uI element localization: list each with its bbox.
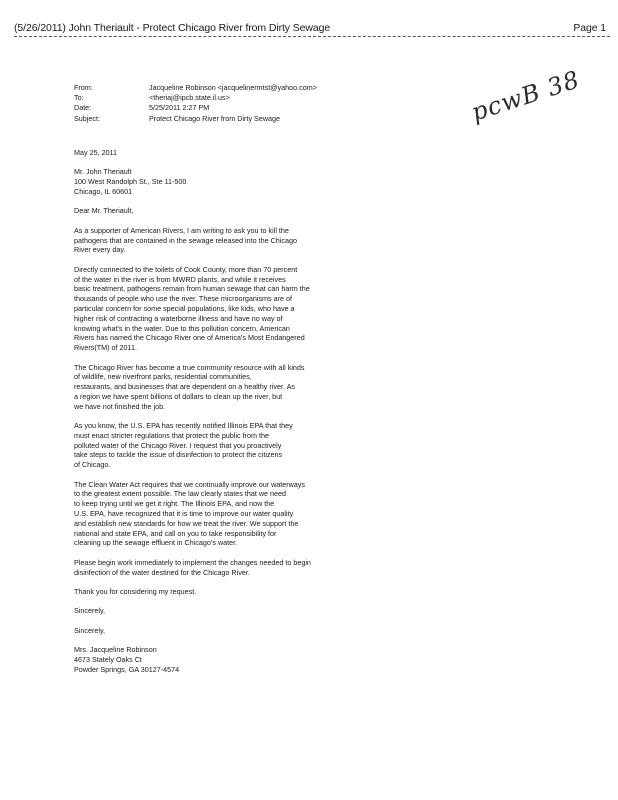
salutation: Dear Mr. Theriault, — [74, 206, 134, 216]
date-label: Date: — [74, 103, 92, 113]
header-title: (5/26/2011) John Theriault - Protect Chicago River from Dirty Sewage — [14, 22, 331, 34]
paragraph-7: Thank you for considering my request. — [74, 587, 197, 597]
page-number: Page 1 — [573, 22, 606, 34]
paragraph-3: The Chicago River has become a true community resource with all kinds of wildlife, new riverfront parks, residential communities, restaurants, and businesses that are dependent on a healthy river. As a region we have spent billions of dollars to clean up the river, but we have not finished the job. — [74, 362, 305, 411]
header-rule — [14, 36, 610, 37]
letter-body — [74, 148, 346, 684]
closing-2: Sincerely, — [74, 625, 106, 635]
from-row — [74, 83, 359, 93]
closing-1: Sincerely, — [74, 606, 106, 616]
date-row — [74, 103, 359, 113]
paragraph-4: As you know, the U.S. EPA has recently notified Illinois EPA that they must enact stricter regulations that protect the public from the polluted water of the Chicago River. I request that you proactively take steps to tackle the issue of disinfection to protect the citizens of Chicago. — [74, 421, 293, 470]
to-value: <theriaj@ipcb.state.il.us> — [149, 93, 230, 103]
subject-value: Protect Chicago River from Dirty Sewage — [149, 113, 281, 123]
subject-label: Subject: — [74, 113, 100, 123]
date-value: 5/25/2011 2:27 PM — [149, 103, 210, 113]
paragraph-6: Please begin work immediately to implement the changes needed to begin disinfection of the water destined for the Chicago River. — [74, 557, 311, 577]
email-metadata — [74, 83, 359, 124]
paragraph-2: Directly connected to the toilets of Cook County, more than 70 percent of the water in the river is from MWRD plants, and while it receives basic treatment, pathogens remain from human sewage that can harm the thousands of people who use the river. These microorganisms are of particular concern for some special populations, like kids, who have a higher risk of contracting a waterborne illness and have no way of knowing what's in the water. Due to this pollution concern, American Rivers has named the Chicago River one of America's Most Endangered Rivers(TM) of 2011. — [74, 264, 310, 353]
recipient-address: Mr. John Theriault 100 West Randolph St., Ste 11-500 Chicago, IL 60601 — [74, 167, 187, 196]
handwritten-stamp: pcwB 38 — [468, 65, 584, 127]
to-row — [74, 93, 359, 103]
to-label: To: — [74, 93, 84, 103]
page-header — [14, 22, 610, 38]
paragraph-5: The Clean Water Act requires that we continually improve our waterways to the greatest extent possible. The law clearly states that we need to keep trying until we get it right. The Illinois EPA, and now the U.S. EPA, have recognized that it is time to improve our water quality and establish new standards for how we treat the river. We support the national and state EPA, and call on you to take responsibility for cleaning up the sewage effluent in Chicago's water. — [74, 479, 306, 548]
letter-date: May 25, 2011 — [74, 148, 118, 157]
subject-row — [74, 114, 359, 124]
paragraph-1: As a supporter of American Rivers, I am writing to ask you to kill the pathogens that are contained in the sewage released into the Chicago River every day. — [74, 225, 297, 255]
from-value: Jacqueline Robinson <jacquelinermtst@yahoo.com> — [149, 83, 317, 92]
from-label: From: — [74, 83, 93, 92]
signature-block: Mrs. Jacqueline Robinson 4673 Stately Oaks Ct Powder Springs, GA 30127-4574 — [74, 645, 180, 674]
